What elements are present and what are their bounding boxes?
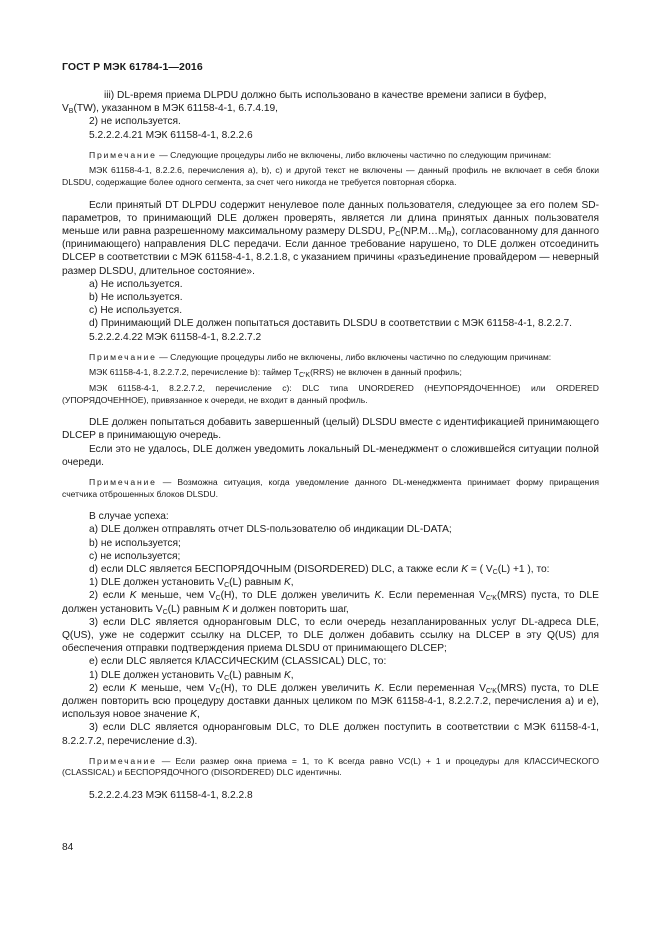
text: ), согласованному для данного (принимающего) направления DLC передачи. Если данное требование нарушено, то DLE должен отсоединить DLCEP в соответствии с МЭК 61158-4-1, 8.2.1.8, с указанием причины «разъединение провайдером — неверный размер DLSDU, длительное состояние».	[62, 226, 599, 277]
variable: K	[461, 564, 468, 576]
paragraph: $V_B(TW)$, указанном в МЭК 61158-4-1, 6.7.4.19,	[62, 103, 278, 116]
text: . Если переменная V	[381, 590, 486, 602]
list-item: 3) если DLC является одноранговым DLC, то DLE должен поступить в соответствии с МЭК 61158-4-1, 8.2.2.7.2, перечисление d.3).	[62, 722, 599, 747]
paragraph: 2) не используется.	[89, 116, 181, 128]
note	[62, 756, 599, 779]
paragraph: В случае успеха:	[89, 511, 169, 523]
text: меньше, чем V	[136, 682, 216, 694]
note-text: — Следующие процедуры либо не включены, либо включены частично по следующим причинам:	[156, 351, 552, 362]
list-item: b) Не используется.	[89, 292, 183, 304]
list-item	[62, 669, 599, 682]
note	[62, 477, 599, 500]
note-detail: МЭК 61158-4-1, 8.2.2.6, перечисления a), b), c) и другой текст не включены — данный профиль не включает в себя блоки DLSDU, содержащие более одного сегмента, за счет чего никогда не требуется повторная сборка.	[62, 165, 599, 187]
note-label: Примечание	[89, 149, 157, 160]
text: ,	[196, 709, 200, 721]
list-item	[62, 589, 599, 615]
text: 1) DLE должен установить V	[89, 577, 225, 589]
note-detail: МЭК 61158-4-1, 8.2.2.7.2, перечисление c): DLC типа UNORDERED (НЕУПОРЯДОЧЕННОЕ) или ORDERED (УПОРЯДОЧЕННОЕ), привязанное к очереди, не входит в данный профиль.	[62, 383, 599, 405]
text: = ( V	[467, 564, 493, 576]
variable: K	[283, 577, 291, 589]
list-item: 3) если DLC является одноранговым DLC, то если очередь незапланированных услуг DL-адреса DLE, Q(US), уже не содержит ссылку на DLCEP, то DLE должен добавить ссылку на DLCEP в эту Q(US) для обеспечения отправки подтверждения приема DLSDU от принимающего DLCEP;	[62, 616, 599, 655]
note-label: Примечание	[89, 351, 157, 362]
text: МЭК 61158-4-1, 8.2.2.7.2, перечисление b): таймер T	[89, 367, 299, 378]
text: ,	[290, 669, 294, 681]
subscript: C	[492, 569, 498, 577]
note	[62, 352, 599, 364]
section-heading: 5.2.2.2.4.22 МЭК 61158-4-1, 8.2.2.7.2	[89, 331, 262, 343]
subscript: C'K	[299, 372, 311, 380]
subscript: C'K	[485, 595, 497, 603]
paragraph	[62, 89, 599, 102]
variable: K	[374, 590, 382, 602]
subscript: C'K	[485, 687, 497, 695]
text: (MRS) пуста, то DLE должен повторить всю процедуру доставки данных целиком по МЭК 61158-4-1, 8.2.2.7.2, перечисления a) и e), используя новое значение	[62, 682, 599, 721]
text: (RRS) не включен в данный профиль;	[310, 367, 462, 378]
subscript: C	[162, 608, 168, 616]
document-header: ГОСТ Р МЭК 61784-1—2016	[62, 61, 203, 73]
list-item: b) не используется;	[89, 537, 181, 549]
subscript: R	[446, 231, 452, 238]
text: (TW), указанном в МЭК 61158-4-1, 6.7.4.19,	[73, 103, 278, 115]
text: (L) равным	[229, 669, 284, 681]
section-heading: 5.2.2.2.4.23 МЭК 61158-4-1, 8.2.2.8	[89, 790, 253, 802]
text: 1) DLE должен установить V	[89, 669, 225, 681]
subscript: C	[224, 674, 230, 682]
variable: K	[190, 709, 197, 721]
note-detail	[62, 367, 599, 379]
variable: K	[283, 669, 291, 681]
text: (H), то DLE должен увеличить	[220, 590, 375, 602]
page-number: 84	[62, 842, 74, 853]
list-item: c) Не используется.	[89, 305, 183, 317]
note	[62, 150, 599, 162]
subscript: C	[215, 687, 221, 695]
list-item: a) Не используется.	[89, 278, 183, 290]
note-label: Примечание	[89, 477, 157, 488]
text: iii) DL-время приема DLPDU должно быть использовано в качестве времени записи в буфер,	[104, 90, 547, 101]
subscript: C	[224, 582, 230, 590]
text: (H), то DLE должен увеличить	[220, 682, 375, 694]
text: (L) равным	[167, 603, 223, 615]
list-item: c) не используется;	[89, 550, 181, 562]
text: . Если переменная V	[381, 682, 486, 694]
text: 2) если	[89, 682, 130, 694]
list-item: d) Принимающий DLE должен попытаться доставить DLSDU в соответствии с МЭК 61158-4-1, 8.2.2.7.	[89, 318, 572, 330]
note-text: — Следующие процедуры либо не включены, либо включены частично по следующим причинам:	[156, 149, 552, 160]
paragraph: Если это не удалось, DLE должен уведомить локальный DL-менеджмент о сложившейся ситуации полной очереди.	[62, 443, 599, 468]
document-body	[62, 89, 599, 802]
subscript: C	[215, 595, 221, 603]
variable: K	[129, 590, 137, 602]
note-text: — Если размер окна приема = 1, то K всегда равно VC(L) + 1 и процедуры для КЛАССИЧЕСКОГО (CLASSICAL) и БЕСПОРЯДОЧНОГО (DISORDERED) DLC идентичны.	[62, 755, 599, 778]
text: (MRS) пуста, то DLE должен установить V	[62, 590, 599, 615]
text: и должен повторить шаг,	[229, 603, 349, 615]
paragraph	[62, 199, 599, 278]
variable: K	[222, 603, 230, 615]
text: ,	[290, 577, 294, 589]
list-item	[62, 563, 599, 576]
list-item	[62, 576, 599, 589]
list-item	[62, 682, 599, 722]
variable: K	[129, 682, 137, 694]
list-item: a) DLE должен отправлять отчет DLS-пользователю об индикации DL-DATA;	[89, 524, 452, 536]
note-label: Примечание	[89, 755, 157, 766]
text: 2) если	[89, 590, 130, 602]
section-heading: 5.2.2.2.4.21 МЭК 61158-4-1, 8.2.2.6	[89, 129, 253, 141]
text: Если принятый DT DLPDU содержит ненулевое поле данных пользователя, следующее за его полем SD-параметров, то принимающий DLE должен проверять, является ли длина принятых данных пользователя меньше или равна разрешенному максимальному размеру DLSDU, P	[62, 199, 599, 237]
text: (NP.M…M	[400, 226, 447, 237]
text: меньше, чем V	[136, 590, 216, 602]
list-item: e) если DLC является КЛАССИЧЕСКИМ (CLASSICAL) DLC, то:	[89, 656, 387, 668]
variable: K	[374, 682, 382, 694]
text: d) если DLC является БЕСПОРЯДОЧНЫМ (DISORDERED) DLC, а также если	[89, 564, 462, 576]
text: (L) равным	[229, 577, 284, 589]
note-text: — Возможна ситуация, когда уведомление данного DL-менеджмента принимает форму приращения счетчика отброшенных блоков DLSDU.	[62, 477, 599, 499]
text: (L) +1 ), то:	[497, 564, 550, 576]
paragraph: DLE должен попытаться добавить завершенный (целый) DLSDU вместе с идентификацией принимающего DLCEP в принимающую очередь.	[62, 417, 599, 442]
subscript: C	[395, 231, 401, 238]
